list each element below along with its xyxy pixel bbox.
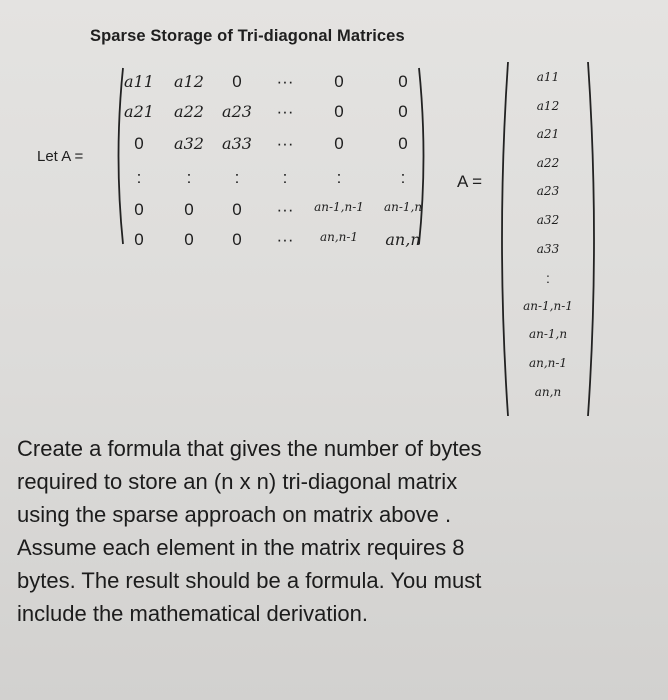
let-a-label: Let A =: [37, 148, 84, 165]
vector-item-5: a23: [536, 184, 560, 199]
vector-item-2: a12: [536, 98, 560, 113]
vector-item-10: an-1,n: [528, 327, 568, 342]
matrix-cell-r6-c3: 0: [232, 230, 242, 249]
question-line: required to store an (n x n) tri-diagonal matrix: [17, 469, 458, 494]
matrix-cell-r1-c6: 0: [398, 72, 408, 91]
matrix-cell-r1-c2: a12: [174, 72, 204, 91]
matrix-cell-r2-c1: a21: [124, 102, 154, 121]
sparse-storage-vector: [496, 58, 600, 420]
matrix-cell-r3-c6: 0: [398, 134, 408, 153]
matrix-cell-r2-c3: a23: [222, 102, 252, 121]
matrix-cell-r5-c1: 0: [134, 200, 144, 219]
question-line: Assume each element in the matrix requires 8: [17, 535, 465, 560]
matrix-cell-r4-c4: :: [282, 168, 288, 187]
matrix-cell-r3-c4: ···: [276, 134, 294, 153]
matrix-cell-r1-c1: a11: [124, 72, 154, 91]
left-paren: [119, 68, 124, 244]
matrix-cell-r3-c2: a32: [174, 134, 204, 153]
page-title: Sparse Storage of Tri-diagonal Matrices: [90, 27, 405, 45]
matrix-cell-r5-c4: ···: [276, 200, 294, 219]
matrix-cell-r1-c3: 0: [232, 72, 242, 91]
vector-item-11: an,n-1: [528, 356, 568, 370]
matrix-cell-r4-c2: :: [186, 168, 192, 187]
matrix-cell-r3-c3: a33: [222, 134, 252, 153]
vector-left-paren: [502, 62, 508, 416]
matrix-cell-r1-c5: 0: [334, 72, 344, 91]
matrix-cell-r5-c3: 0: [232, 200, 242, 219]
matrix-cell-r1-c4: ···: [276, 72, 294, 91]
matrix-cell-r4-c3: :: [234, 168, 240, 187]
tridiagonal-matrix: [113, 62, 429, 250]
vector-item-12: an,n: [534, 384, 562, 399]
matrix-cell-r2-c6: 0: [398, 102, 408, 121]
vector-item-3: a21: [536, 127, 560, 142]
matrix-cell-r2-c5: 0: [334, 102, 344, 121]
matrix-cell-r4-c6: :: [400, 168, 406, 187]
matrix-cell-r6-c6: an,n: [385, 230, 421, 249]
matrix-cell-r5-c5: an-1,n-1: [314, 200, 364, 214]
matrix-cell-r2-c2: a22: [174, 102, 204, 121]
matrix-cell-r2-c4: ···: [276, 102, 294, 121]
vector-item-9: an-1,n-1: [523, 298, 573, 313]
question-text: [17, 432, 662, 630]
matrix-cell-r6-c4: ···: [276, 230, 294, 249]
matrix-cell-r3-c5: 0: [334, 134, 344, 153]
matrix-brackets: [113, 62, 429, 250]
matrix-cell-r3-c1: 0: [134, 134, 144, 153]
matrix-cell-r6-c5: an,n-1: [319, 230, 359, 244]
matrix-cell-r5-c2: 0: [184, 200, 194, 219]
equals-label: A =: [457, 172, 483, 191]
question-line: bytes. The result should be a formula. You must: [17, 568, 482, 593]
question-line: include the mathematical derivation.: [17, 601, 368, 626]
matrix-cell-r6-c1: 0: [134, 230, 144, 249]
matrix-cell-r4-c5: :: [336, 168, 342, 187]
vector-item-7: a33: [536, 241, 560, 256]
matrix-cell-r6-c2: 0: [184, 230, 194, 249]
vector-item-8: :: [546, 270, 550, 287]
vector-right-paren: [588, 62, 594, 416]
matrix-cell-r4-c1: :: [136, 168, 142, 187]
question-line: Create a formula that gives the number of bytes: [17, 436, 482, 461]
matrix-cell-r5-c6: an-1,n: [383, 200, 423, 214]
right-paren: [419, 68, 424, 244]
vector-item-1: a11: [536, 70, 560, 84]
vector-item-6: a32: [536, 213, 560, 227]
question-line: using the sparse approach on matrix above .: [17, 502, 452, 527]
vector-item-4: a22: [536, 155, 560, 170]
